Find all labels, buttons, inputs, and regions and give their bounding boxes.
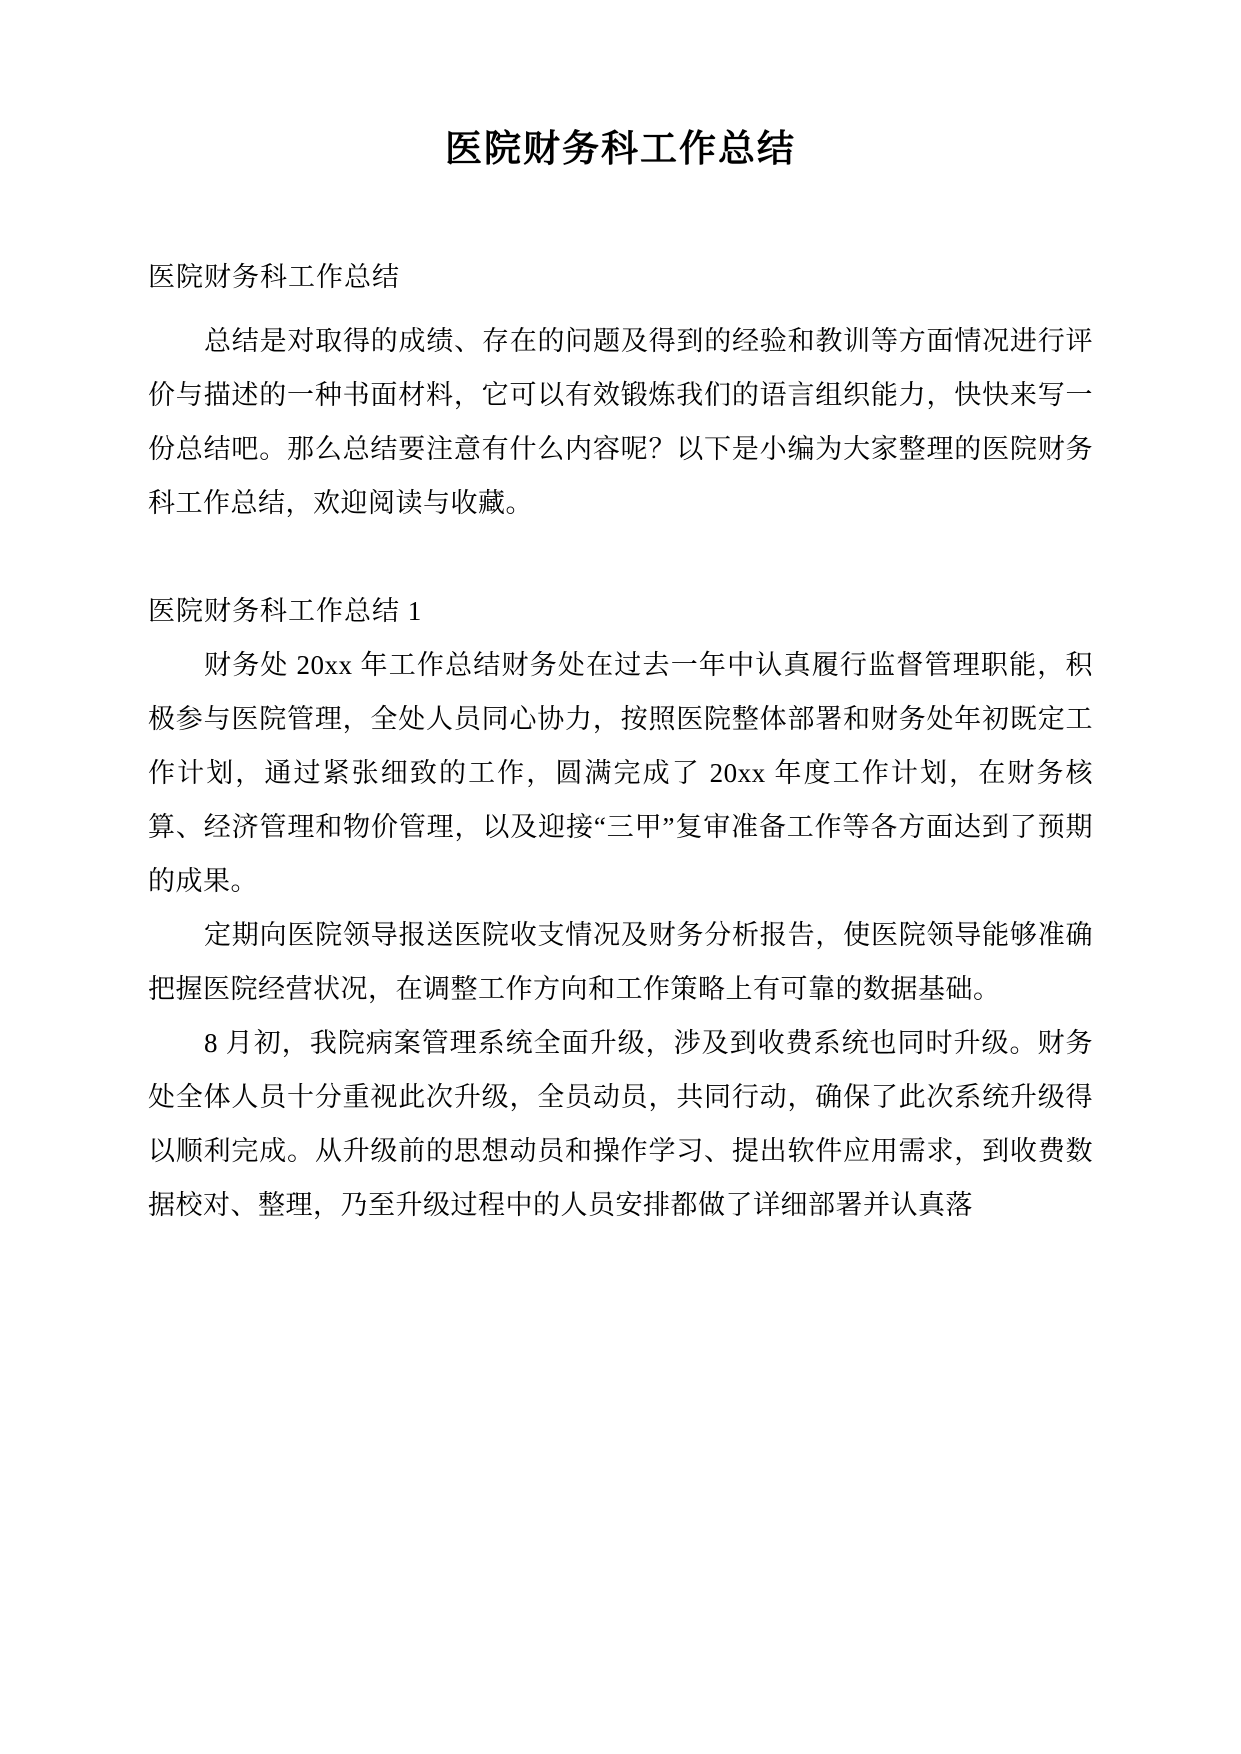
intro-paragraph: 总结是对取得的成绩、存在的问题及得到的经验和教训等方面情况进行评价与描述的一种书面材料，它可以有效锻炼我们的语言组织能力，快快来写一份总结吧。那么总结要注意有什么内容呢？以下是小编为大家整理的医院财务科工作总结，欢迎阅读与收藏。: [148, 326, 1093, 518]
body-paragraph-2: 定期向医院领导报送医院收支情况及财务分析报告，使医院领导能够准确把握医院经营状况，在调整工作方向和工作策略上有可靠的数据基础。: [148, 920, 1093, 1004]
spacer: [148, 530, 1093, 584]
subtitle-line: 医院财务科工作总结: [148, 262, 400, 292]
spacer: [148, 304, 1093, 314]
page-title: 医院财务科工作总结: [445, 128, 796, 169]
body-paragraph-3: 8 月初，我院病案管理系统全面升级，涉及到收费系统也同时升级。财务处全体人员十分重视此次升级，全员动员，共同行动，确保了此次系统升级得以顺利完成。从升级前的思想动员和操作学习、提出软件应用需求，到收费数据校对、整理，乃至升级过程中的人员安排都做了详细部署并认真落: [148, 1028, 1093, 1220]
body-paragraph-1: 财务处 20xx 年工作总结财务处在过去一年中认真履行监督管理职能，积极参与医院管理，全处人员同心协力，按照医院整体部署和财务处年初既定工作计划，通过紧张细致的工作，圆满完成了 20xx 年度工作计划，在财务核算、经济管理和物价管理，以及迎接“三甲”复审准备工作等各方面达到了预期的成果。: [148, 650, 1093, 896]
section-heading-1: 医院财务科工作总结 1: [148, 596, 423, 626]
